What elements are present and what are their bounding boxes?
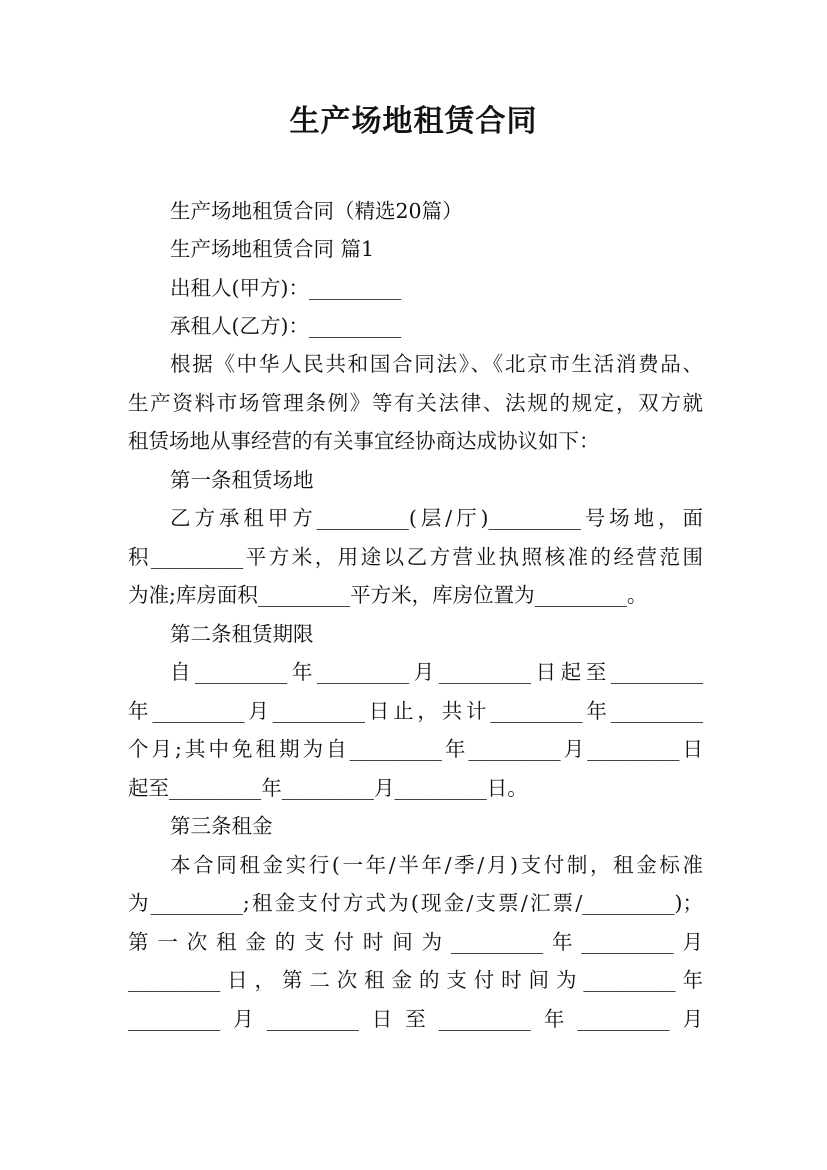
paragraph-line: 积_________平方米，用途以乙方营业执照核准的经营范围 [128, 545, 703, 569]
paragraph-line: 起至_________年_________月_________日。 [128, 776, 528, 800]
article-heading: 第一条租赁场地 [170, 468, 314, 492]
paragraph-line: 乙方承租甲方_________(层/厅)_________号场地，面 [170, 506, 703, 530]
paragraph-line: 根据《中华人民共和国合同法》、《北京市生活消费品、 [170, 352, 703, 376]
paragraph-line: 年_________月_________日止，共计_________年_________ [128, 699, 703, 723]
paragraph-line: _________月_________日至_________年_________月 [128, 1007, 703, 1031]
paragraph-line: 生产资料市场管理条例》等有关法律、法规的规定，双方就 [128, 391, 703, 415]
paragraph-line: _________日，第二次租金的支付时间为_________年 [128, 968, 703, 992]
section-heading: 生产场地租赁合同 篇1 [170, 237, 375, 261]
lessor-field: 出租人(甲方)：_________ [170, 276, 402, 300]
paragraph-line: 个月;其中免租期为自_________年_________月_________日 [128, 737, 703, 761]
paragraph-line: 自_________年_________月_________日起至_________ [170, 660, 703, 684]
subtitle-line: 生产场地租赁合同（精选20篇） [170, 199, 463, 223]
paragraph-line: 本合同租金实行(一年/半年/季/月)支付制，租金标准 [170, 853, 703, 877]
article-heading: 第二条租赁期限 [170, 622, 314, 646]
paragraph-line: 为准;库房面积_________平方米，库房位置为_________。 [128, 583, 648, 607]
paragraph-line: 第一次租金的支付时间为_________年_________月 [128, 930, 703, 954]
paragraph-line: 租赁场地从事经营的有关事宜经协商达成协议如下： [128, 429, 600, 453]
lessee-field: 承租人(乙方)：_________ [170, 314, 402, 338]
document-title: 生产场地租赁合同 [289, 104, 538, 139]
paragraph-line: 为_________;租金支付方式为(现金/支票/汇票/_________)； [128, 891, 703, 915]
article-heading: 第三条租金 [170, 814, 273, 838]
